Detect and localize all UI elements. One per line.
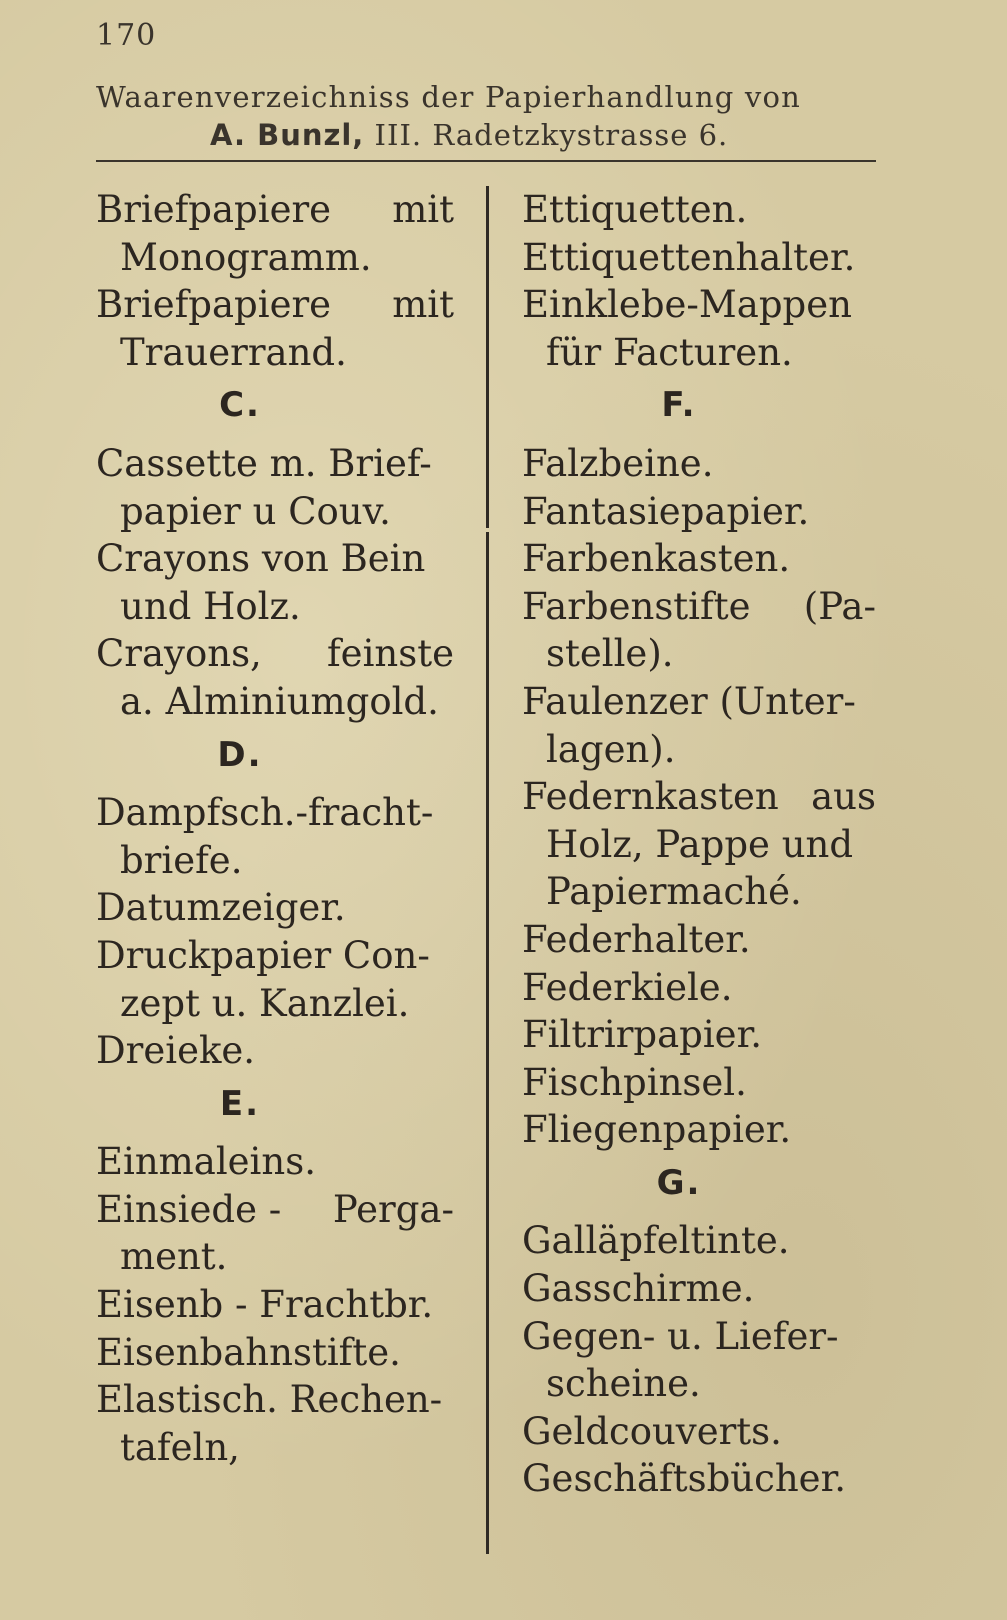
index-entry <box>96 1138 454 1186</box>
entry-text: Faulenzer (Unter- <box>522 679 856 723</box>
entry-text: Farbenstifte <box>522 584 751 628</box>
left-column <box>96 186 454 1471</box>
header-rule <box>96 160 876 162</box>
index-entry <box>96 630 454 725</box>
entry-text: Fliegenpapier. <box>522 1108 792 1152</box>
index-entry <box>522 186 876 234</box>
entry-continuation: Trauerrand. <box>120 330 347 374</box>
index-entry <box>522 1408 876 1456</box>
entry-continuation: Monogramm. <box>120 235 372 279</box>
entry-continuation: Holz, Pappe und <box>546 822 854 866</box>
entry-text: aus <box>811 775 876 819</box>
index-entry <box>522 234 876 282</box>
index-entry <box>96 1027 454 1075</box>
entry-text: Federhalter. <box>522 917 751 961</box>
column-divider-upper <box>486 186 489 528</box>
entry-text: Fischpinsel. <box>522 1060 747 1104</box>
index-entry <box>522 1455 876 1503</box>
index-entry <box>522 773 876 916</box>
index-entry <box>522 1106 876 1154</box>
entry-text: (Pa- <box>803 584 876 628</box>
entry-text: Einklebe-Mappen <box>522 283 852 327</box>
index-entry <box>96 884 454 932</box>
index-entry <box>96 1376 454 1471</box>
entry-text: Farbenkasten. <box>522 537 791 581</box>
entry-text: Federnkasten <box>522 775 779 819</box>
entry-continuation: tafeln, <box>120 1425 240 1469</box>
section-letter-c: C. <box>219 385 261 426</box>
entry-continuation: Papiermaché. <box>546 870 802 914</box>
section-letter-g: G. <box>656 1162 702 1203</box>
index-entry <box>522 1313 876 1408</box>
column-divider-lower <box>486 532 489 1554</box>
index-entry <box>522 440 876 488</box>
entry-text: Crayons, <box>96 632 262 676</box>
section-letter-e: E. <box>219 1083 261 1124</box>
entry-text: Gasschirme. <box>522 1267 755 1311</box>
index-entry <box>522 916 876 964</box>
index-entry <box>522 678 876 773</box>
running-header-title: Waarenverzeichniss der Papierhandlung von <box>96 80 802 114</box>
index-entry <box>522 1059 876 1107</box>
entry-text: Eisenbahnstifte. <box>96 1330 401 1374</box>
entry-text: Druckpapier Con- <box>96 933 430 977</box>
index-entry <box>522 488 876 536</box>
shop-address: III. Radetzkystrasse 6. <box>364 118 729 152</box>
entry-text: Dampfsch.-fracht- <box>96 791 434 835</box>
entry-text: Gegen- u. Liefer- <box>522 1314 839 1358</box>
entry-continuation: ment. <box>120 1235 228 1279</box>
entry-continuation: für Facturen. <box>546 330 793 374</box>
entry-text: Briefpapiere <box>96 188 332 231</box>
running-header-address <box>210 118 728 152</box>
entry-text: Falzbeine. <box>522 441 714 485</box>
entry-text: Einmaleins. <box>96 1140 316 1184</box>
entry-text: mit <box>392 283 454 327</box>
index-entry <box>522 1265 876 1313</box>
entry-text: Eisenb - Frachtbr. <box>96 1283 434 1327</box>
index-entry <box>96 1281 454 1329</box>
index-entry <box>522 1011 876 1059</box>
entry-text: Perga- <box>332 1187 454 1231</box>
index-entry <box>96 1329 454 1377</box>
index-entry <box>96 1186 454 1281</box>
index-entry <box>96 789 454 884</box>
index-entry <box>96 281 454 376</box>
page-number: 170 <box>96 18 157 53</box>
index-entry <box>522 583 876 678</box>
entry-continuation: stelle). <box>546 632 674 676</box>
right-column <box>522 186 876 1503</box>
entry-text: Crayons von Bein <box>96 537 426 581</box>
entry-text: Einsiede - <box>96 1187 282 1231</box>
index-entry <box>96 535 454 630</box>
entry-text: Fantasiepapier. <box>522 489 810 533</box>
entry-continuation: und Holz. <box>120 584 301 628</box>
section-letter-f: F. <box>661 385 697 426</box>
entry-text: Briefpapiere <box>96 283 332 327</box>
index-entry <box>96 186 454 281</box>
entry-text: Ettiquetten. <box>522 188 748 231</box>
entry-text: Federkiele. <box>522 965 733 1009</box>
index-entry <box>522 535 876 583</box>
entry-text: Cassette m. Brief- <box>96 441 432 485</box>
entry-continuation: briefe. <box>120 838 243 882</box>
entry-text: Galläpfeltinte. <box>522 1219 790 1263</box>
entry-text: mit <box>392 188 454 231</box>
entry-continuation: zept u. Kanzlei. <box>120 981 410 1025</box>
index-entry <box>522 1217 876 1265</box>
entry-text: Datumzeiger. <box>96 886 346 930</box>
entry-continuation: a. Alminiumgold. <box>120 679 439 723</box>
entry-text: Ettiquettenhalter. <box>522 235 856 279</box>
section-letter-d: D. <box>217 734 263 775</box>
entry-text: Geschäftsbücher. <box>522 1457 846 1501</box>
entry-continuation: scheine. <box>546 1362 701 1406</box>
entry-text: Filtrirpapier. <box>522 1013 762 1057</box>
index-entry <box>96 440 454 535</box>
entry-continuation: lagen). <box>546 727 676 771</box>
entry-text: feinste <box>326 632 454 676</box>
index-entry <box>522 964 876 1012</box>
entry-text: Dreieke. <box>96 1029 256 1073</box>
index-entry <box>522 281 876 376</box>
entry-continuation: papier u Couv. <box>120 489 391 533</box>
index-entry <box>96 932 454 1027</box>
entry-text: Geldcouverts. <box>522 1409 782 1453</box>
entry-text: Elastisch. Rechen- <box>96 1378 443 1422</box>
shop-owner-name: A. Bunzl, <box>210 118 365 152</box>
